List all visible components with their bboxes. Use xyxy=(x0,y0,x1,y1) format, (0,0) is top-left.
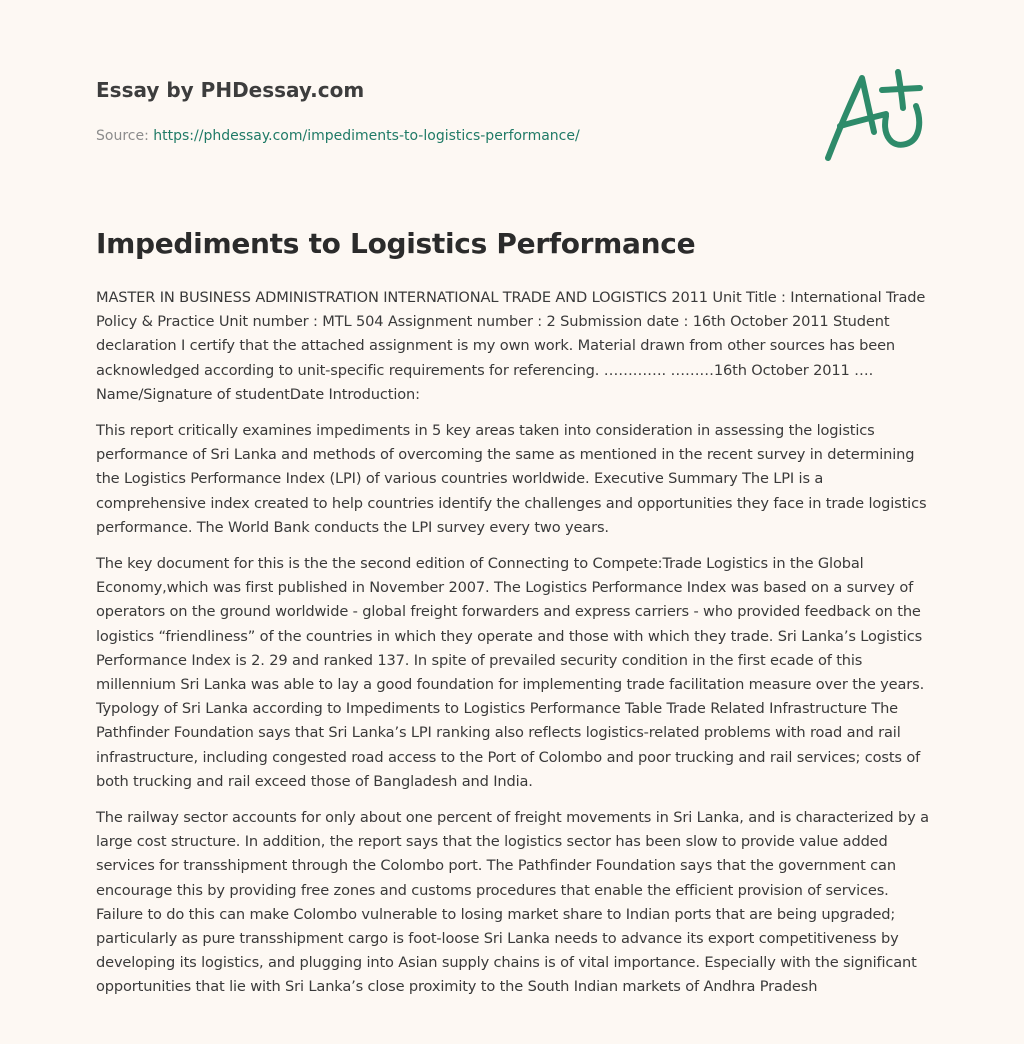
source-label: Source: xyxy=(96,128,154,144)
article-paragraph: The railway sector accounts for only about one percent of freight movements in Sri Lanka, and is characterized by a large cost structure. In addition, the report says that the logistics sector has been slow to provide value added services for transshipment through the Colombo port. The Pathfinder Foundation says that the government can encourage this by providing free zones and customs procedures that enable the efficient provision of services. Failure to do this can make Colombo vulnerable to losing market share to Indian ports that are being upgraded; particularly as pure transshipment cargo is foot-loose Sri Lanka needs to advance its export competitiveness by developing its logistics, and plugging into Asian supply chains is of vital importance. Especially with the significant opportunities that lie with Sri Lanka’s close proximity to the South Indian markets of Andhra Pradesh xyxy=(96,809,929,996)
source-line xyxy=(96,126,796,146)
article-paragraph: The key document for this is the the second edition of Connecting to Compete:Trade Logistics in the Global Economy,which was first published in November 2007. The Logistics Performance Index was based on a survey of operators on the ground worldwide - global freight forwarders and express carriers - who provided feedback on the logistics “friendliness” of the countries in which they operate and those with which they trade. Sri Lanka’s Logistics Performance Index is 2. 29 and ranked 137. In spite of prevailed security condition in the first ecade of this millennium Sri Lanka was able to lay a good foundation for implementing trade facilitation measure over the years. Typology of Sri Lanka according to Impediments to Logistics Performance Table Trade Related Infrastructure The Pathfinder Foundation says that Sri Lanka’s LPI ranking also reflects logistics-related problems with road and rail infrastructure, including congested road access to the Port of Colombo and poor trucking and rail services; costs of both trucking and rail exceed those of Bangladesh and India. xyxy=(96,555,925,790)
article-title: Impediments to Logistics Performance xyxy=(96,227,696,260)
source-link[interactable]: https://phdessay.com/impediments-to-logistics-performance/ xyxy=(153,128,580,144)
site-brand: Essay by PHDessay.com xyxy=(96,78,365,102)
article-body xyxy=(96,286,930,1012)
article-paragraph: MASTER IN BUSINESS ADMINISTRATION INTERNATIONAL TRADE AND LOGISTICS 2011 Unit Title : International Trade Policy & Practice Unit number : MTL 504 Assignment number : 2 Submission date : 16th October 2011 Student declaration I certify that the attached assignment is my own work. Material drawn from other sources has been acknowledged according to unit-specific requirements for referencing. …………. ………16th October 2011 …. Name/Signature of studentDate Introduction: xyxy=(96,289,926,403)
article-paragraph: This report critically examines impediments in 5 key areas taken into consideration in assessing the logistics performance of Sri Lanka and methods of overcoming the same as mentioned in the recent survey in determining the Logistics Performance Index (LPI) of various countries worldwide. Executive Summary The LPI is a comprehensive index created to help countries identify the challenges and opportunities they face in trade logistics performance. The World Bank conducts the LPI survey every two years. xyxy=(96,422,927,536)
a-plus-grade-icon xyxy=(820,66,930,166)
page-header xyxy=(96,76,796,146)
